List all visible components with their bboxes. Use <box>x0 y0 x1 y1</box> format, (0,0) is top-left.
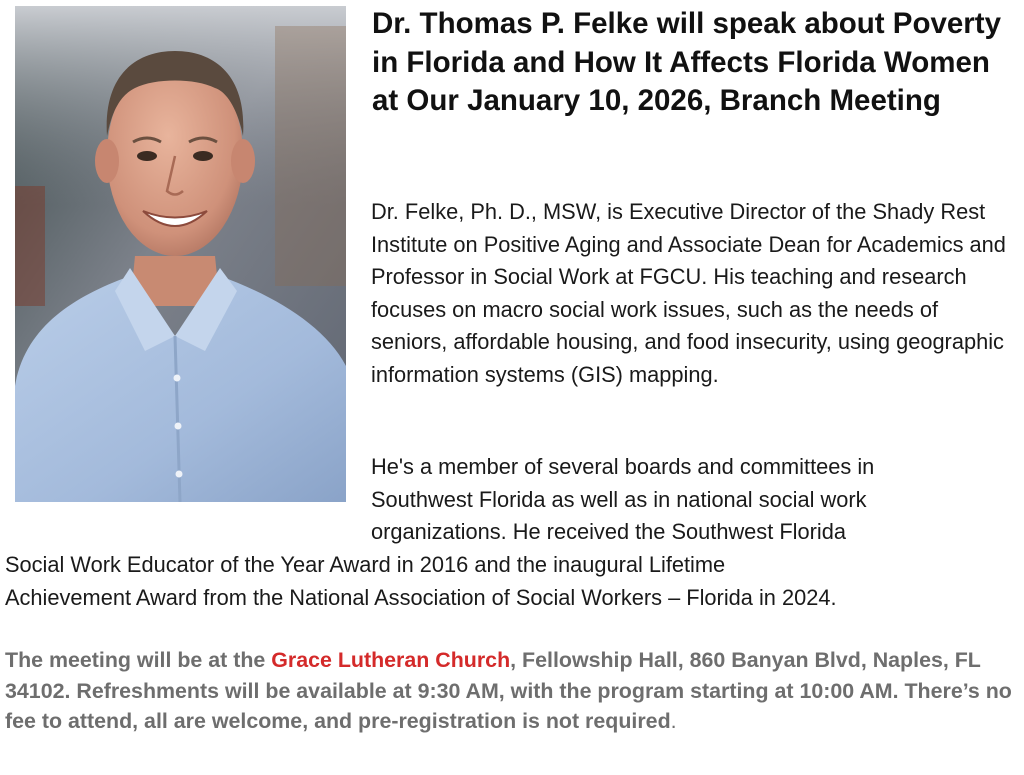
event-headline: Dr. Thomas P. Felke will speak about Poverty in Florida and How It Affects Florida Women at Our January 10, 2026, Branch Meeting <box>372 7 1002 117</box>
bio-paragraph-1: Dr. Felke, Ph. D., MSW, is Executive Director of the Shady Rest Institute on Positive Aging and Associate Dean for Academics and Professor in Social Work at FGCU. His teaching and research focuses on macro social work issues, such as the needs of seniors, affordable housing, and food insecurity, using geographic information systems (GIS) mapping. <box>371 199 1006 387</box>
speaker-photo <box>15 6 346 502</box>
bio-paragraph-2-top <box>371 451 1011 549</box>
bio-paragraph-2-bottom <box>5 549 1024 614</box>
venue-name: Grace Lutheran Church <box>271 648 511 672</box>
meeting-info <box>5 645 1021 737</box>
bio-line: Social Work Educator of the Year Award in 2016 and the inaugural Lifetime <box>5 552 726 577</box>
meeting-intro: The meeting will be at the <box>5 648 272 672</box>
bio-line: Achievement Award from the National Association of Social Workers – Florida in 2024. <box>5 584 837 610</box>
meeting-end: . <box>670 709 677 733</box>
bio-line: He's a member of several boards and committees in <box>371 454 875 479</box>
meeting-details: , Fellowship Hall, 860 Banyan Blvd, Naples, FL 34102. Refreshments will be available at 9:30 AM, with the program starting at 10:00 AM. There’s no fee to attend, all are welcome, and pre-registration is not required <box>5 648 1012 733</box>
bio-line: organizations. He received the Southwest Florida <box>371 519 846 545</box>
bio-line: Southwest Florida as well as in national social work <box>371 486 867 512</box>
